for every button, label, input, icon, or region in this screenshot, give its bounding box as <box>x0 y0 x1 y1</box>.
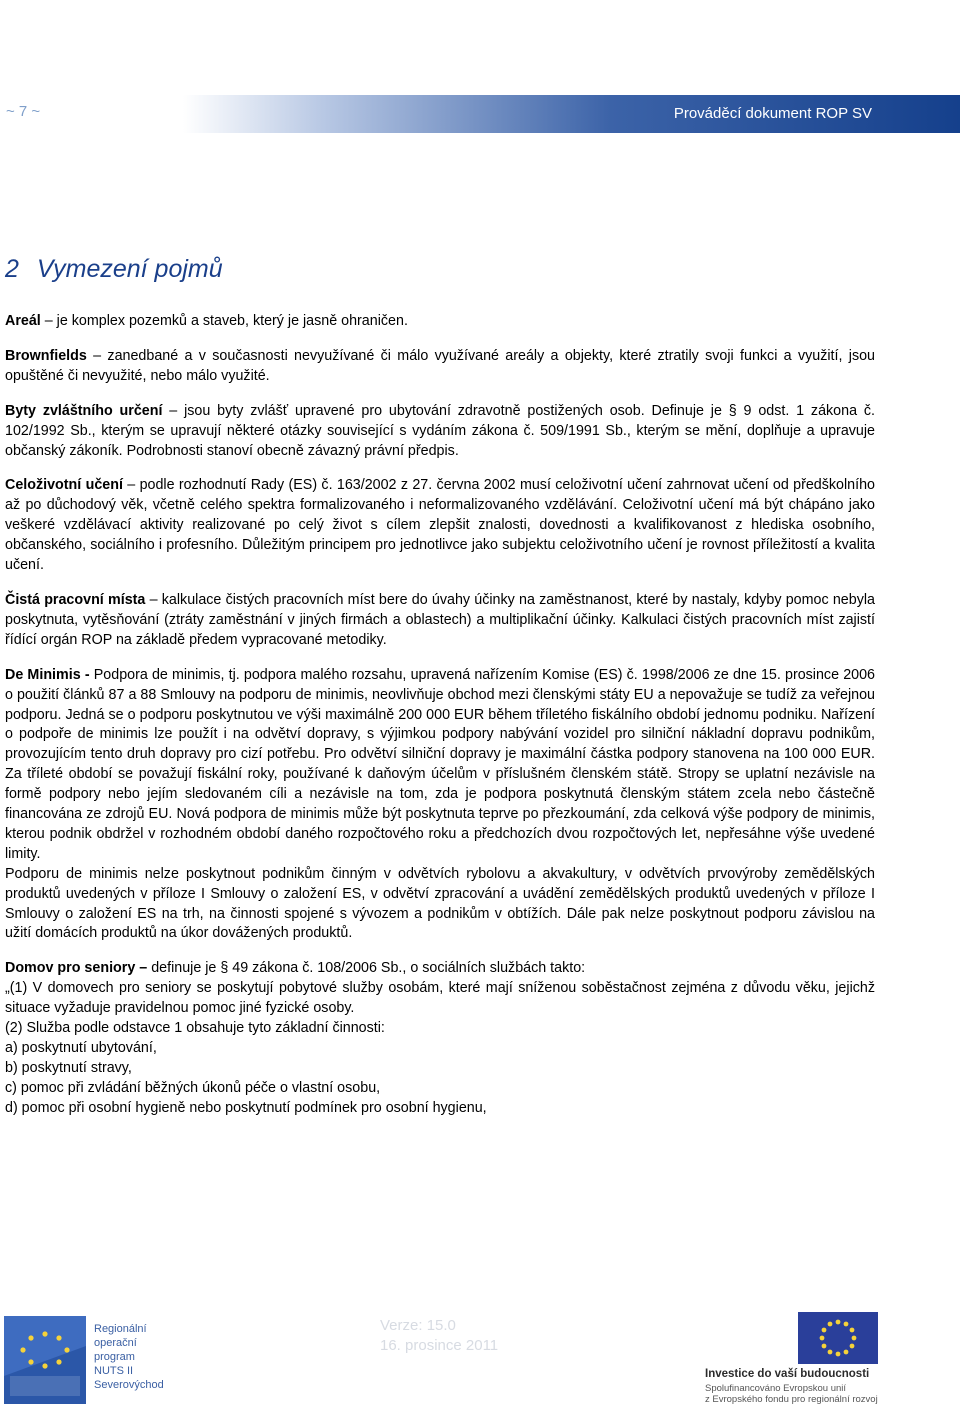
eu-logo <box>668 1312 888 1406</box>
rop-line: NUTS II Severovýchod <box>94 1365 164 1391</box>
rop-logo <box>4 1316 179 1404</box>
rop-text <box>94 1322 179 1392</box>
term: Domov pro seniory – <box>5 960 148 977</box>
eu-fund-line: Spolufinancováno Evropskou unií <box>705 1383 847 1394</box>
rop-line: operační program <box>94 1337 137 1363</box>
quote-paragraph-1: „(1) V domovech pro seniory se poskytují pobytové služby osobám, které mají sníženou soběstačnost zejména z důvodu věku, jejichž situace vyžaduje pravidelnou pomoc jiné fyzické osoby. <box>5 980 875 1017</box>
activity-list <box>5 1039 875 1119</box>
list-item: c) pomoc při zvládání běžných úkonů péče o vlastní osobu, <box>5 1079 381 1096</box>
definition-text: definuje je § 49 zákona č. 108/2006 Sb., o sociálních službách takto: <box>147 960 586 977</box>
quote-paragraph-2: (2) Služba podle odstavce 1 obsahuje tyto základní činnosti: <box>5 1020 385 1037</box>
list-item: a) poskytnutí ubytování, <box>5 1040 157 1056</box>
term: Brownfields <box>5 347 87 364</box>
definition-text: – zanedbané a v současnosti nevyužívané či málo využívané areály a objekty, které ztratily svoji funkci a využití, jsou opuštěné či nevyužité, nebo málo využité. <box>5 347 875 384</box>
eu-slogan: Investice do vaší budoucnosti <box>705 1368 870 1380</box>
definition-text: – podle rozhodnutí Rady (ES) č. 163/2002 z 27. června 2002 musí celoživotní učení zahrnovat učení od předškolního až po důchodový věk, včetně celého spektra formalizovaného i neformalizovaného vzdělávání. Celoživotní učení má být chápáno jako veškeré vzdělávací aktivity realizované po celý život s cílem zlepšit znalosti, dovednosti a kvalifikovanost z hlediska osobního, občanského, sociálního i profesního. Důležitým principem pro jednotlivce jako subjektu celoživotního učení je rovnost příležitostí a kvalita učení. <box>5 477 875 574</box>
definition-de-minimis-cont: Podporu de minimis nelze poskytnout podnikům činným v odvětvích rybolovu a akvakultury, v odvětvích prvovýroby zemědělských produktů uvedených v příloze I Smlouvy o založení ES, v odvětví zpracování a uvádění zemědělských produktů uvedených v příloze I Smlouvy o založení ES na trh, na činnosti spojené s vývozem a podnikům v obtížích. Dále pak nelze poskytnout podporu závislou na užití domácích produktů na úkor dovážených produktů. <box>5 865 875 942</box>
definition-text: – je komplex pozemků a staveb, který je jasně ohraničen. <box>40 313 408 329</box>
eu-fund-text <box>705 1383 878 1405</box>
definitions-body <box>5 312 875 1119</box>
term: Celoživotní učení <box>5 477 123 494</box>
list-item: d) pomoc při osobní hygieně nebo poskytnutí podmínek pro osobní hygienu, <box>5 1099 487 1116</box>
term: De Minimis - <box>5 666 94 683</box>
document-title: Prováděcí dokument ROP SV <box>673 105 872 122</box>
definition-celozivotni <box>5 476 875 576</box>
definition-byty <box>5 402 875 462</box>
rop-emblem-icon <box>4 1316 86 1404</box>
header-bar <box>183 95 960 133</box>
definition-de-minimis <box>5 666 875 865</box>
eu-fund-line: z Evropského fondu pro regionální rozvoj <box>705 1394 878 1405</box>
term: Byty zvláštního určení <box>5 402 163 419</box>
section-number: 2 <box>5 255 19 283</box>
definition-brownfields <box>5 347 875 387</box>
version-info <box>380 1316 510 1356</box>
definition-areal <box>5 312 875 332</box>
term: Čistá pracovní místa <box>5 591 146 608</box>
definition-cista-mista <box>5 591 875 651</box>
section-heading <box>5 255 223 284</box>
version-date: 16. prosince 2011 <box>380 1337 499 1354</box>
rop-line: Regionální <box>94 1323 147 1335</box>
term: Areál <box>5 313 41 329</box>
page-number: ~ 7 ~ <box>6 103 41 120</box>
section-title: Vymezení pojmů <box>36 255 223 283</box>
definition-text: – kalkulace čistých pracovních míst bere do úvahy účinky na zaměstnanost, které by nastaly, kdyby pomoc nebyla poskytnuta, vytěsňování (ztráty zaměstnání v jiných firmách a oblastech) a multiplikační účinky. Kalkulaci čistých pracovních míst zajistí řídící orgán ROP na základě předem vypracované metodiky. <box>5 591 875 648</box>
version-label: Verze: 15.0 <box>380 1317 456 1334</box>
definition-text: – jsou byty zvlášť upravené pro ubytování zdravotně postižených osob. Definuje je § 9 odst. 1 zákona č. 102/1992 Sb., kterým se upravují některé otázky související s vydáním zákona č. 509/1991 Sb., kterým se mění, doplňuje a upravuje občanský zákoník. Podrobnosti stanoví obecně závazný právní předpis. <box>5 402 875 459</box>
definition-text: Podpora de minimis, tj. podpora malého rozsahu, upravená nařízením Komise (ES) č. 1998/2006 ze dne 15. prosince 2006 o použití článků 87 a 88 Smlouvy na podporu de minimis, neovlivňuje obchod mezi členskými státy EU a nepovažuje se tudíž za veřejnou podporu. Jedná se o podporu poskytnutou ve výši maximálně 200 000 EUR během tříletého fiskálního období jednomu podniku. Nařízení o podpoře de minimis lze použít i na odvětví dopravy, s výjimkou podpory nabývání vozidel pro silniční nákladní dopravu podnikům, provozujícím tento druh dopravy pro cizí potřebu. Pro odvětví silniční dopravy je maximální částka podpory stanovena na 100 000 EUR. Za tříleté období se považují fiskální roky, používané k daňovým účelům v příslušném členském státě. Stropy se uplatní nezávisle na formě podpory nebo jejím sledovaném cíli a nezávisle na tom, zda je podpora poskytnutá členským státem zcela nebo částečně financována ze zdrojů EU. Nová podpora de minimis může být poskytnuta teprve po přezkoumání, zda celková výše podpory de minimis, kterou podnik obdržel v rozhodném období daného rozpočtového roku a předchozích dvou rozpočtových let, nepřesáhne výše uvedené limity. <box>5 666 875 862</box>
eu-flag-icon <box>798 1312 878 1364</box>
definition-domov-seniory <box>5 959 875 979</box>
list-item: b) poskytnutí stravy, <box>5 1059 132 1076</box>
